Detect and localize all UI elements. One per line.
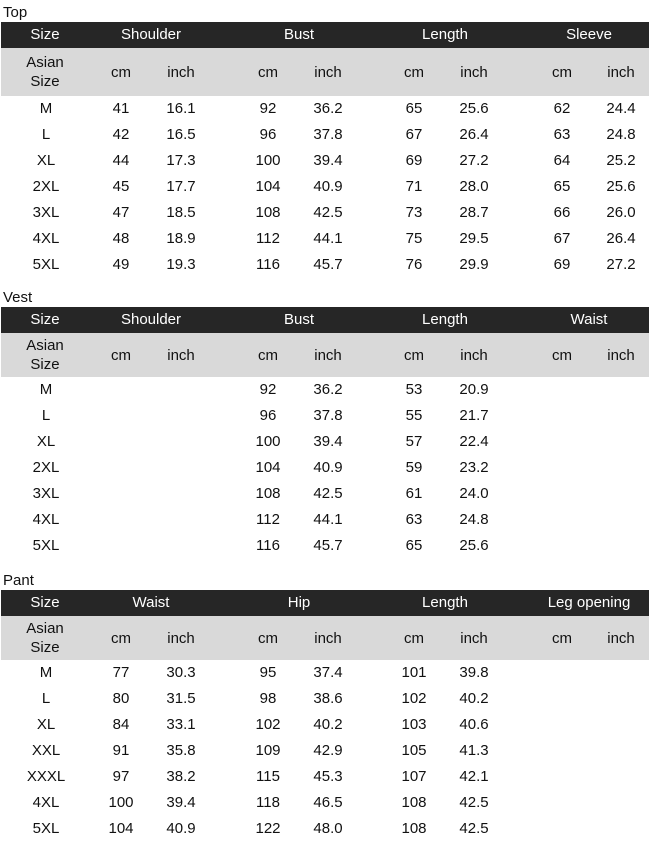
unit-inch-label: inch (167, 346, 195, 364)
value-cell: 84 (112, 716, 130, 733)
value-cell (153, 429, 209, 455)
table-row (1, 200, 649, 226)
unit-cm-label: cm (258, 346, 278, 364)
value-cell: 20.9 (459, 381, 489, 398)
value-cell: 116 (256, 256, 280, 273)
value-cell: 96 (259, 126, 277, 143)
value-cell: 39.4 (313, 152, 343, 169)
value-cell: 108 (401, 820, 427, 837)
value-cell: 55 (405, 407, 423, 424)
size-cell: 4XL (32, 794, 60, 811)
unit-cm-label: cm (404, 63, 424, 81)
size-cell: XL (36, 152, 56, 169)
size-cell: M (39, 100, 53, 117)
asian-size-text: Size (30, 639, 60, 656)
value-cell: 40.2 (313, 716, 343, 733)
unit-inch-label: inch (314, 629, 342, 647)
value-cell: 21.7 (459, 407, 489, 424)
value-cell: 17.3 (166, 152, 196, 169)
value-cell (593, 816, 649, 842)
asian-size-text: Asian (26, 54, 64, 71)
value-cell: 91 (112, 742, 130, 759)
value-cell: 24.8 (459, 511, 489, 528)
value-cell: 80 (112, 690, 130, 707)
vest-header-row (1, 307, 649, 333)
value-cell: 42.5 (313, 204, 343, 221)
value-cell: 29.5 (459, 230, 489, 247)
value-cell: 42.5 (459, 820, 489, 837)
value-cell (534, 455, 590, 481)
value-cell: 25.2 (606, 152, 636, 169)
measure-column-header: Length (422, 594, 468, 611)
value-cell (153, 403, 209, 429)
size-cell: XXL (31, 742, 61, 759)
value-cell: 59 (405, 459, 423, 476)
value-cell: 65 (405, 100, 423, 117)
asian-size-label (1, 333, 89, 377)
value-cell: 73 (405, 204, 423, 221)
value-cell: 100 (255, 433, 281, 450)
value-cell (534, 403, 590, 429)
table-row (1, 148, 649, 174)
size-cell: 3XL (32, 204, 60, 221)
unit-cm-label: cm (111, 63, 131, 81)
size-cell: 2XL (32, 459, 60, 476)
value-cell (593, 660, 649, 686)
table-row (1, 174, 649, 200)
size-cell: 2XL (32, 178, 60, 195)
value-cell: 25.6 (459, 537, 489, 554)
value-cell (593, 533, 649, 559)
value-cell: 104 (255, 178, 281, 195)
value-cell: 27.2 (606, 256, 636, 273)
value-cell: 101 (401, 664, 427, 681)
value-cell: 69 (553, 256, 571, 273)
table-row (1, 816, 649, 842)
value-cell: 66 (553, 204, 571, 221)
value-cell: 61 (405, 485, 423, 502)
value-cell: 45 (112, 178, 130, 195)
pant-units-row (1, 616, 649, 660)
value-cell: 116 (256, 537, 280, 554)
unit-cm-label: cm (552, 63, 572, 81)
value-cell: 63 (553, 126, 571, 143)
value-cell (534, 816, 590, 842)
value-cell: 28.0 (459, 178, 489, 195)
value-cell (93, 455, 149, 481)
value-cell: 95 (259, 664, 277, 681)
value-cell (534, 429, 590, 455)
value-cell: 31.5 (166, 690, 196, 707)
value-cell: 69 (405, 152, 423, 169)
value-cell: 109 (255, 742, 281, 759)
table-row (1, 403, 649, 429)
value-cell: 24.0 (459, 485, 489, 502)
size-cell: M (39, 664, 53, 681)
value-cell: 65 (405, 537, 423, 554)
value-cell: 108 (255, 485, 281, 502)
value-cell: 65 (553, 178, 571, 195)
unit-inch-label: inch (167, 63, 195, 81)
pant-section-title: Pant (3, 572, 34, 589)
size-cell: 3XL (32, 485, 60, 502)
value-cell (534, 790, 590, 816)
size-cell: L (41, 126, 51, 143)
value-cell (153, 533, 209, 559)
value-cell (153, 455, 209, 481)
value-cell (153, 377, 209, 403)
value-cell: 118 (256, 794, 280, 811)
value-cell (534, 686, 590, 712)
value-cell: 25.6 (606, 178, 636, 195)
value-cell: 18.5 (166, 204, 196, 221)
value-cell (93, 533, 149, 559)
size-column-header: Size (30, 26, 60, 43)
value-cell: 42 (112, 126, 130, 143)
value-cell: 108 (255, 204, 281, 221)
value-cell (593, 377, 649, 403)
value-cell: 102 (401, 690, 427, 707)
measure-column-header: Shoulder (120, 26, 182, 43)
value-cell: 29.9 (459, 256, 489, 273)
value-cell (93, 429, 149, 455)
value-cell: 30.3 (166, 664, 196, 681)
value-cell: 37.8 (313, 407, 343, 424)
table-row (1, 96, 649, 122)
value-cell: 24.8 (606, 126, 636, 143)
value-cell: 98 (259, 690, 277, 707)
measure-column-header: Leg opening (547, 594, 631, 611)
value-cell: 19.3 (166, 256, 196, 273)
value-cell (593, 507, 649, 533)
value-cell: 112 (256, 511, 280, 528)
value-cell (593, 738, 649, 764)
value-cell (534, 764, 590, 790)
value-cell: 48.0 (313, 820, 343, 837)
table-row (1, 481, 649, 507)
table-row (1, 252, 649, 278)
value-cell: 75 (405, 230, 423, 247)
size-column-header: Size (30, 311, 60, 328)
unit-cm-label: cm (111, 346, 131, 364)
value-cell (593, 481, 649, 507)
value-cell: 39.4 (166, 794, 196, 811)
value-cell: 45.7 (313, 537, 343, 554)
value-cell (593, 790, 649, 816)
value-cell: 67 (553, 230, 571, 247)
size-cell: XL (36, 433, 56, 450)
value-cell (593, 429, 649, 455)
vest-section (0, 285, 651, 565)
value-cell: 42.9 (313, 742, 343, 759)
value-cell (593, 712, 649, 738)
measure-column-header: Bust (283, 311, 314, 328)
value-cell: 42.1 (459, 768, 489, 785)
value-cell: 39.8 (459, 664, 489, 681)
size-cell: L (41, 690, 51, 707)
value-cell: 26.4 (459, 126, 489, 143)
value-cell: 27.2 (459, 152, 489, 169)
value-cell (93, 507, 149, 533)
value-cell: 92 (259, 381, 277, 398)
value-cell: 46.5 (313, 794, 343, 811)
size-cell: 5XL (32, 537, 60, 554)
value-cell: 25.6 (459, 100, 489, 117)
value-cell: 47 (112, 204, 130, 221)
table-row (1, 712, 649, 738)
size-cell: 5XL (32, 820, 60, 837)
value-cell: 40.9 (313, 459, 343, 476)
table-row (1, 533, 649, 559)
top-units-row (1, 48, 649, 96)
value-cell: 16.5 (166, 126, 196, 143)
vest-units-row (1, 333, 649, 377)
value-cell (593, 455, 649, 481)
value-cell: 100 (108, 794, 134, 811)
value-cell: 38.6 (313, 690, 343, 707)
value-cell: 49 (112, 256, 130, 273)
value-cell: 22.4 (459, 433, 489, 450)
value-cell (593, 764, 649, 790)
pant-section (0, 568, 651, 848)
value-cell: 67 (405, 126, 423, 143)
asian-size-text: Size (30, 356, 60, 373)
value-cell: 64 (553, 152, 571, 169)
measure-column-header: Sleeve (566, 26, 612, 43)
value-cell: 76 (405, 256, 423, 273)
value-cell: 36.2 (313, 100, 343, 117)
value-cell: 100 (255, 152, 281, 169)
top-section-title: Top (3, 4, 28, 21)
value-cell: 45.7 (313, 256, 343, 273)
vest-section-title: Vest (3, 289, 33, 306)
unit-inch-label: inch (460, 629, 488, 647)
value-cell: 53 (405, 381, 423, 398)
table-row (1, 455, 649, 481)
value-cell (534, 660, 590, 686)
unit-inch-label: inch (460, 63, 488, 81)
value-cell: 103 (401, 716, 427, 733)
value-cell: 108 (401, 794, 427, 811)
value-cell (534, 507, 590, 533)
value-cell: 18.9 (166, 230, 196, 247)
top-header-row (1, 22, 649, 48)
value-cell: 96 (259, 407, 277, 424)
value-cell: 41.3 (459, 742, 489, 759)
measure-column-header: Length (422, 311, 468, 328)
unit-cm-label: cm (552, 346, 572, 364)
value-cell: 40.2 (459, 690, 489, 707)
value-cell: 92 (259, 100, 277, 117)
value-cell: 40.9 (313, 178, 343, 195)
measure-column-header: Bust (283, 26, 314, 43)
value-cell: 42.5 (313, 485, 343, 502)
value-cell: 44 (112, 152, 130, 169)
unit-inch-label: inch (607, 629, 635, 647)
value-cell: 17.7 (166, 178, 196, 195)
unit-inch-label: inch (460, 346, 488, 364)
value-cell (534, 481, 590, 507)
unit-cm-label: cm (552, 629, 572, 647)
value-cell: 24.4 (606, 100, 636, 117)
value-cell: 62 (553, 100, 571, 117)
value-cell: 37.4 (313, 664, 343, 681)
table-row (1, 226, 649, 252)
table-row (1, 507, 649, 533)
unit-inch-label: inch (314, 346, 342, 364)
value-cell: 38.2 (166, 768, 196, 785)
value-cell: 57 (405, 433, 423, 450)
value-cell (534, 712, 590, 738)
size-cell: L (41, 407, 51, 424)
value-cell: 23.2 (459, 459, 489, 476)
value-cell: 112 (256, 230, 280, 247)
measure-column-header: Hip (287, 594, 311, 611)
value-cell: 107 (401, 768, 427, 785)
asian-size-label (1, 48, 89, 96)
value-cell: 71 (405, 178, 423, 195)
value-cell: 16.1 (166, 100, 196, 117)
unit-cm-label: cm (404, 629, 424, 647)
size-column-header: Size (30, 594, 60, 611)
value-cell: 122 (255, 820, 281, 837)
measure-column-header: Waist (570, 311, 608, 328)
value-cell (534, 738, 590, 764)
value-cell: 44.1 (313, 230, 343, 247)
value-cell: 115 (256, 768, 280, 785)
value-cell: 33.1 (166, 716, 196, 733)
table-row (1, 122, 649, 148)
value-cell (153, 507, 209, 533)
unit-inch-label: inch (607, 346, 635, 364)
table-row (1, 738, 649, 764)
asian-size-text: Size (30, 73, 60, 90)
value-cell: 105 (401, 742, 427, 759)
value-cell: 40.6 (459, 716, 489, 733)
asian-size-text: Asian (26, 337, 64, 354)
unit-cm-label: cm (258, 63, 278, 81)
value-cell (534, 377, 590, 403)
value-cell: 26.4 (606, 230, 636, 247)
value-cell: 102 (255, 716, 281, 733)
value-cell (534, 533, 590, 559)
value-cell: 37.8 (313, 126, 343, 143)
value-cell: 28.7 (459, 204, 489, 221)
size-cell: 5XL (32, 256, 60, 273)
value-cell: 104 (108, 820, 134, 837)
pant-header-row (1, 590, 649, 616)
value-cell (93, 377, 149, 403)
asian-size-label (1, 616, 89, 660)
value-cell (93, 403, 149, 429)
size-cell: M (39, 381, 53, 398)
measure-column-header: Length (422, 26, 468, 43)
value-cell: 40.9 (166, 820, 196, 837)
table-row (1, 377, 649, 403)
value-cell: 41 (112, 100, 130, 117)
unit-inch-label: inch (314, 63, 342, 81)
unit-cm-label: cm (111, 629, 131, 647)
size-cell: 4XL (32, 230, 60, 247)
value-cell: 36.2 (313, 381, 343, 398)
value-cell: 39.4 (313, 433, 343, 450)
unit-inch-label: inch (167, 629, 195, 647)
measure-column-header: Shoulder (120, 311, 182, 328)
unit-inch-label: inch (607, 63, 635, 81)
value-cell: 63 (405, 511, 423, 528)
value-cell: 44.1 (313, 511, 343, 528)
value-cell: 35.8 (166, 742, 196, 759)
value-cell (153, 481, 209, 507)
asian-size-text: Asian (26, 620, 64, 637)
table-row (1, 764, 649, 790)
unit-cm-label: cm (404, 346, 424, 364)
value-cell: 104 (255, 459, 281, 476)
size-cell: 4XL (32, 511, 60, 528)
value-cell: 77 (112, 664, 130, 681)
value-cell: 26.0 (606, 204, 636, 221)
table-row (1, 660, 649, 686)
value-cell (593, 686, 649, 712)
table-row (1, 686, 649, 712)
size-cell: XXXL (26, 768, 66, 785)
value-cell: 42.5 (459, 794, 489, 811)
value-cell: 97 (112, 768, 130, 785)
unit-cm-label: cm (258, 629, 278, 647)
value-cell (593, 403, 649, 429)
table-row (1, 429, 649, 455)
size-cell: XL (36, 716, 56, 733)
table-row (1, 790, 649, 816)
top-section (0, 0, 651, 284)
measure-column-header: Waist (132, 594, 170, 611)
value-cell (93, 481, 149, 507)
value-cell: 45.3 (313, 768, 343, 785)
value-cell: 48 (112, 230, 130, 247)
